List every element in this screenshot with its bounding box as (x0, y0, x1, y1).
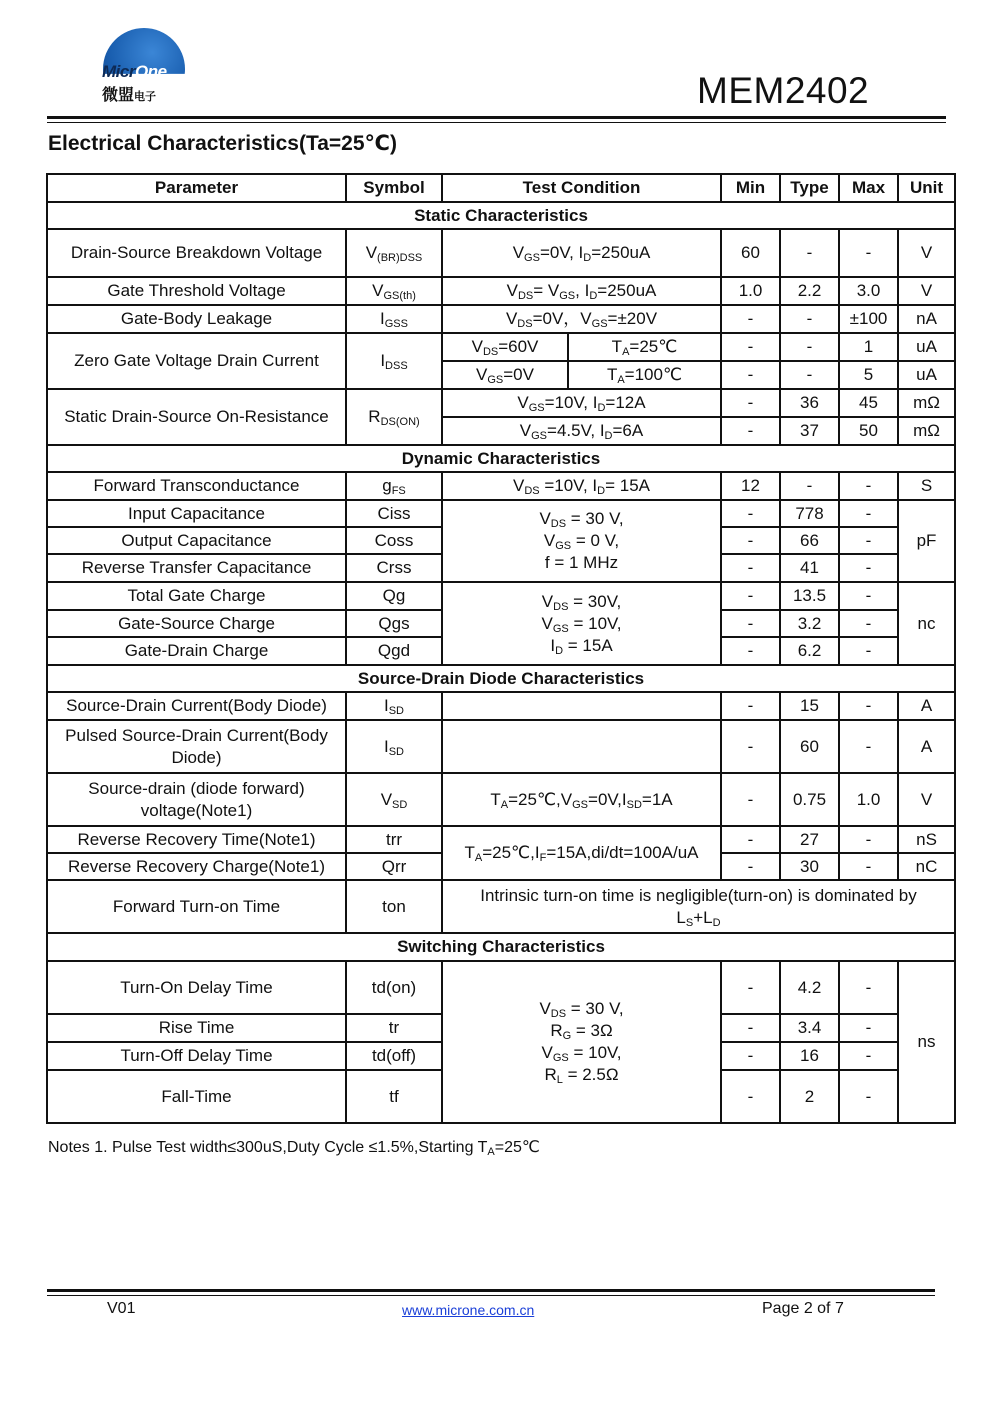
section-dynamic: Dynamic Characteristics (47, 445, 955, 472)
typ-cell: 37 (780, 417, 839, 445)
typ-cell: - (780, 305, 839, 333)
header-max: Max (839, 174, 898, 202)
symbol-cell: $V_{(BR)DSS}$ (346, 229, 442, 277)
table-row (47, 692, 955, 720)
recovery-condition-cell: $T_A=25℃,I_F=15A,di/dt=100A/uA$ (442, 826, 721, 880)
typ-cell: 4.2 (780, 961, 839, 1014)
max-cell: ±100 (839, 305, 898, 333)
max-cell: - (839, 1070, 898, 1123)
min-cell: 60 (721, 229, 780, 277)
condition-cell: $V_{GS}=0V$ (442, 361, 568, 389)
min-cell: - (721, 692, 780, 720)
logo-english: MicrOne (102, 62, 167, 81)
condition-cell (442, 692, 721, 720)
param-cell: Forward Turn-on Time (47, 880, 346, 933)
typ-cell: 41 (780, 554, 839, 582)
param-cell: Reverse Recovery Charge(Note1) (47, 853, 346, 880)
unit-cell: V (898, 277, 955, 305)
unit-cell: A (898, 720, 955, 773)
logo-chinese: 微盟电子 (102, 87, 157, 104)
condition-cell: $T_A=25℃,V_{GS}=0V,I_{SD}=1A$ (442, 773, 721, 826)
param-cell: Gate-Drain Charge (47, 637, 346, 665)
symbol-cell: $g_{FS}$ (346, 472, 442, 500)
param-cell: Drain-Source Breakdown Voltage (47, 229, 346, 277)
param-cell: Input Capacitance (47, 500, 346, 527)
param-cell: Static Drain-Source On-Resistance (47, 389, 346, 445)
max-cell: 45 (839, 389, 898, 417)
param-cell: Pulsed Source-Drain Current(Body Diode) (47, 720, 346, 773)
param-cell: Output Capacitance (47, 527, 346, 554)
header-symbol: Symbol (346, 174, 442, 202)
min-cell: - (721, 1070, 780, 1123)
min-cell: - (721, 1042, 780, 1070)
min-cell: - (721, 333, 780, 361)
unit-cell: nS (898, 826, 955, 853)
condition-temp-cell: $T_A=100℃$ (568, 361, 721, 389)
part-number: MEM2402 (697, 70, 870, 111)
typ-cell: - (780, 333, 839, 361)
typ-cell: - (780, 229, 839, 277)
typ-cell: 6.2 (780, 637, 839, 665)
symbol-cell: Coss (346, 527, 442, 554)
max-cell: - (839, 692, 898, 720)
unit-cell: ns (898, 961, 955, 1123)
max-cell: 3.0 (839, 277, 898, 305)
min-cell: - (721, 305, 780, 333)
condition-cell: $V_{DS}= V_{GS}$, $I_D=250uA$ (442, 277, 721, 305)
max-cell: - (839, 554, 898, 582)
symbol-cell: tf (346, 1070, 442, 1123)
max-cell: 50 (839, 417, 898, 445)
typ-cell: 2 (780, 1070, 839, 1123)
min-cell: - (721, 773, 780, 826)
max-cell: - (839, 527, 898, 554)
symbol-cell: $R_{DS(ON)}$ (346, 389, 442, 445)
param-cell: Total Gate Charge (47, 582, 346, 610)
param-cell: Source-drain (diode forward) voltage(Note1) (47, 773, 346, 826)
min-cell: - (721, 417, 780, 445)
max-cell: 5 (839, 361, 898, 389)
param-cell: Zero Gate Voltage Drain Current (47, 333, 346, 389)
symbol-cell: $V_{GS(th)}$ (346, 277, 442, 305)
table-row (47, 773, 955, 826)
table-row (47, 305, 955, 333)
condition-cell: $V_{DS}=60V$ (442, 333, 568, 361)
header-min: Min (721, 174, 780, 202)
max-cell: - (839, 1042, 898, 1070)
unit-cell: nc (898, 582, 955, 665)
max-cell: - (839, 853, 898, 880)
min-cell: - (721, 610, 780, 637)
unit-cell: pF (898, 500, 955, 582)
min-cell: - (721, 853, 780, 880)
typ-cell: 30 (780, 853, 839, 880)
header-type: Type (780, 174, 839, 202)
condition-cell (442, 720, 721, 773)
typ-cell: 3.4 (780, 1014, 839, 1042)
param-cell: Turn-On Delay Time (47, 961, 346, 1014)
ton-condition-cell: Intrinsic turn-on time is negligible(turn-on) is dominated by $L_S+L_D$ (442, 880, 955, 933)
unit-cell: uA (898, 361, 955, 389)
max-cell: - (839, 500, 898, 527)
table-row (47, 229, 955, 277)
max-cell: - (839, 610, 898, 637)
min-cell: 1.0 (721, 277, 780, 305)
charge-condition-cell: $V_{DS} = 30V$, $V_{GS} = 10V$, $I_D = 15A$ (442, 582, 721, 665)
param-cell: Reverse Recovery Time(Note1) (47, 826, 346, 853)
param-cell: Reverse Transfer Capacitance (47, 554, 346, 582)
table-row (47, 277, 955, 305)
unit-cell: V (898, 773, 955, 826)
unit-cell: mΩ (898, 389, 955, 417)
condition-cell: $V_{GS}=4.5V$, $I_D=6A$ (442, 417, 721, 445)
unit-cell: mΩ (898, 417, 955, 445)
min-cell: - (721, 500, 780, 527)
table-row (47, 720, 955, 773)
symbol-cell: Qrr (346, 853, 442, 880)
max-cell: - (839, 1014, 898, 1042)
unit-cell: A (898, 692, 955, 720)
typ-cell: - (780, 361, 839, 389)
min-cell: 12 (721, 472, 780, 500)
footer-page-number: Page 2 of 7 (762, 1300, 844, 1317)
symbol-cell: tr (346, 1014, 442, 1042)
header-parameter: Parameter (47, 174, 346, 202)
table-row (47, 500, 955, 527)
param-cell: Gate-Body Leakage (47, 305, 346, 333)
param-cell: Gate Threshold Voltage (47, 277, 346, 305)
symbol-cell: td(off) (346, 1042, 442, 1070)
table-row (47, 333, 955, 361)
capacitance-condition-cell: $V_{DS} = 30$ V, $V_{GS} = 0$ V, f = 1 MHz (442, 500, 721, 582)
typ-cell: 778 (780, 500, 839, 527)
min-cell: - (721, 361, 780, 389)
header-unit: Unit (898, 174, 955, 202)
electrical-characteristics-table (46, 173, 956, 1124)
symbol-cell: ton (346, 880, 442, 933)
param-cell: Turn-Off Delay Time (47, 1042, 346, 1070)
symbol-cell: $I_{GSS}$ (346, 305, 442, 333)
typ-cell: 2.2 (780, 277, 839, 305)
max-cell: - (839, 637, 898, 665)
symbol-cell: trr (346, 826, 442, 853)
symbol-cell: $I_{SD}$ (346, 692, 442, 720)
footer-version: V01 (107, 1300, 136, 1317)
footer-rule-thick (47, 1289, 935, 1292)
symbol-cell: $V_{SD}$ (346, 773, 442, 826)
max-cell: - (839, 582, 898, 610)
footnote: Notes 1. Pulse Test width≤300uS,Duty Cycle ≤1.5%,Starting $T_A=25℃$ (48, 1139, 540, 1158)
typ-cell: 27 (780, 826, 839, 853)
symbol-cell: Crss (346, 554, 442, 582)
max-cell: - (839, 720, 898, 773)
unit-cell: uA (898, 333, 955, 361)
condition-cell: $V_{GS}=0V$, $I_D=250uA$ (442, 229, 721, 277)
min-cell: - (721, 961, 780, 1014)
max-cell: - (839, 229, 898, 277)
section-switching: Switching Characteristics (47, 933, 955, 961)
condition-cell: $V_{GS}=10V$, $I_D=12A$ (442, 389, 721, 417)
typ-cell: 16 (780, 1042, 839, 1070)
unit-cell: V (898, 229, 955, 277)
typ-cell: 60 (780, 720, 839, 773)
header-rule-thin (47, 122, 946, 123)
min-cell: - (721, 389, 780, 417)
symbol-cell: $I_{DSS}$ (346, 333, 442, 389)
unit-cell: nA (898, 305, 955, 333)
min-cell: - (721, 527, 780, 554)
min-cell: - (721, 826, 780, 853)
typ-cell: 13.5 (780, 582, 839, 610)
param-cell: Gate-Source Charge (47, 610, 346, 637)
typ-cell: 3.2 (780, 610, 839, 637)
table-row (47, 826, 955, 853)
symbol-cell: Ciss (346, 500, 442, 527)
min-cell: - (721, 1014, 780, 1042)
typ-cell: 36 (780, 389, 839, 417)
condition-cell: $V_{DS} =10V$, $I_D= 15A$ (442, 472, 721, 500)
header-test-condition: Test Condition (442, 174, 721, 202)
table-row (47, 961, 955, 1014)
section-diode: Source-Drain Diode Characteristics (47, 665, 955, 692)
unit-cell: nC (898, 853, 955, 880)
footer-website-link[interactable]: www.microne.com.cn (402, 1302, 535, 1318)
section-title: Electrical Characteristics(Ta=25℃) (48, 132, 397, 155)
max-cell: - (839, 961, 898, 1014)
section-static: Static Characteristics (47, 202, 955, 229)
symbol-cell: td(on) (346, 961, 442, 1014)
min-cell: - (721, 637, 780, 665)
param-cell: Fall-Time (47, 1070, 346, 1123)
param-cell: Source-Drain Current(Body Diode) (47, 692, 346, 720)
max-cell: - (839, 472, 898, 500)
symbol-cell: Qg (346, 582, 442, 610)
condition-temp-cell: $T_A=25℃$ (568, 333, 721, 361)
table-header-row (47, 174, 955, 202)
min-cell: - (721, 720, 780, 773)
typ-cell: 66 (780, 527, 839, 554)
symbol-cell: Qgd (346, 637, 442, 665)
param-cell: Rise Time (47, 1014, 346, 1042)
table-row (47, 582, 955, 610)
max-cell: - (839, 826, 898, 853)
table-row (47, 880, 955, 933)
max-cell: 1 (839, 333, 898, 361)
param-cell: Forward Transconductance (47, 472, 346, 500)
condition-cell: $V_{DS}=0V$，$V_{GS}=\pm 20V$ (442, 305, 721, 333)
min-cell: - (721, 554, 780, 582)
header-rule-thick (47, 116, 946, 119)
min-cell: - (721, 582, 780, 610)
table-row (47, 389, 955, 417)
switching-condition-cell: $V_{DS} = 30$ V, $R_G = 3\Omega$ $V_{GS} = 10V$, $R_L = 2.5\Omega$ (442, 961, 721, 1123)
max-cell: 1.0 (839, 773, 898, 826)
company-logo (100, 26, 190, 106)
unit-cell: S (898, 472, 955, 500)
typ-cell: 0.75 (780, 773, 839, 826)
table-row (47, 472, 955, 500)
symbol-cell: Qgs (346, 610, 442, 637)
footer-rule-thin (47, 1295, 935, 1296)
typ-cell: - (780, 472, 839, 500)
symbol-cell: $I_{SD}$ (346, 720, 442, 773)
typ-cell: 15 (780, 692, 839, 720)
